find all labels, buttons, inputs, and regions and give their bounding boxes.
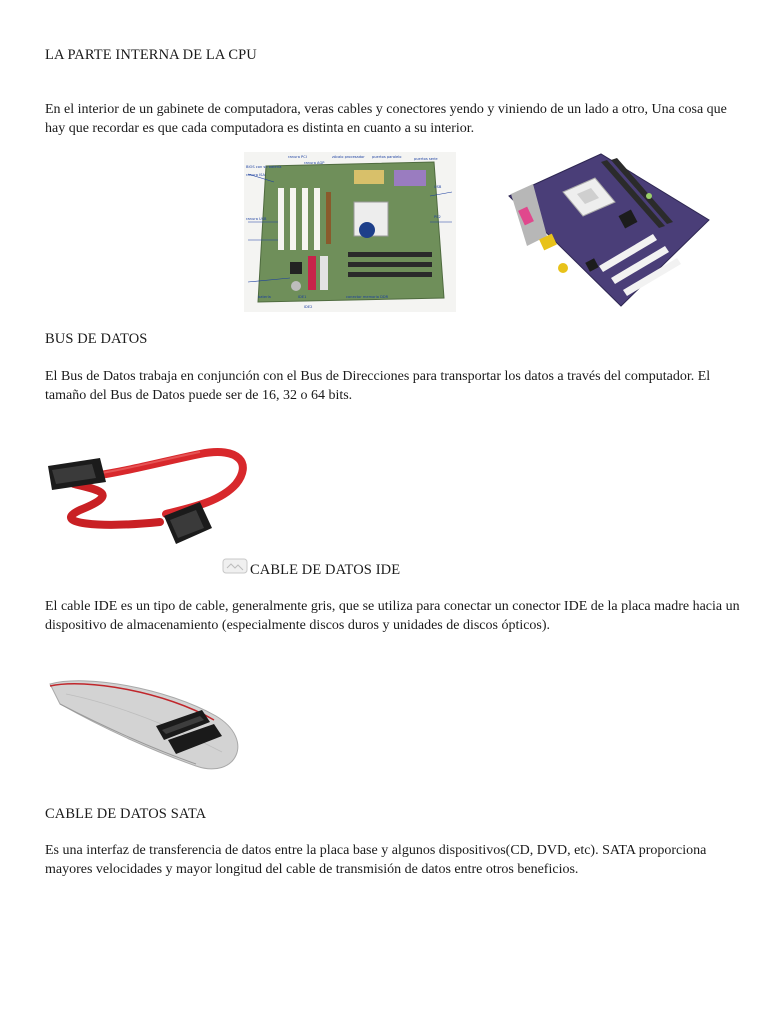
labeled-motherboard-image [244, 152, 456, 312]
mb-label-ranura-usb: ranura USB [246, 217, 267, 221]
placeholder-image-icon [222, 556, 248, 576]
motherboard-photo [503, 150, 715, 310]
ide-paragraph: El cable IDE es un tipo de cable, generalmente gris, que se utiliza para conectar un conector IDE de la placa madre hacia un dispositivo de almacenamiento (especialmente discos duros y unidades de discos ópticos). [45, 599, 740, 633]
sata-cable-image [40, 440, 255, 556]
mb-label-bios: BIOS con su batería [246, 165, 282, 169]
intro-paragraph: En el interior de un gabinete de computadora, veras cables y conectores yendo y viniendo de un lado a otro, Una cosa que hay que recordar es que cada computadora es distinta en cuanto a su interior. [45, 102, 727, 136]
mb-label-zocalo-procesador: zócalo procesador [332, 155, 365, 159]
mb-label-ranura-agp: ranura AGP [304, 161, 325, 165]
mb-label-usb: USB [434, 185, 442, 189]
mb-label-ranura-isa: ranura ISA [246, 173, 265, 177]
bus-heading: BUS DE DATOS [45, 331, 148, 347]
mb-label-puertos-paralelo: puertos paralelo [372, 155, 402, 159]
mb-label-ide2: IDE2 [304, 305, 313, 309]
sata-paragraph: Es una interfaz de transferencia de datos entre la placa base y algunos dispositivos(CD, DVD, etc). SATA proporciona mayores velocidades y mayor longitud del cable de transmisión de datos entre otros beneficios. [45, 843, 707, 877]
bus-paragraph: El Bus de Datos trabaja en conjunción con el Bus de Direcciones para transportar los datos a través del computador. El tamaño del Bus de Datos puede ser de 16, 32 o 64 bits. [45, 369, 711, 403]
mb-label-ide1: IDE1 [298, 295, 307, 299]
mb-label-ranura-pci: ranura PCI [288, 155, 307, 159]
mb-label-bateria: batería [258, 295, 271, 299]
mb-label-ps2: PS2 [434, 215, 441, 219]
ide-heading: CABLE DE DATOS IDE [250, 562, 401, 578]
mb-label-memoria-ddr: conector memoria DDR [346, 295, 389, 299]
mb-label-puertos-serie: puertos serie [414, 157, 438, 161]
ide-cable-image [46, 670, 248, 786]
sata-heading: CABLE DE DATOS SATA [45, 806, 207, 822]
page-title: LA PARTE INTERNA DE LA CPU [45, 47, 257, 63]
